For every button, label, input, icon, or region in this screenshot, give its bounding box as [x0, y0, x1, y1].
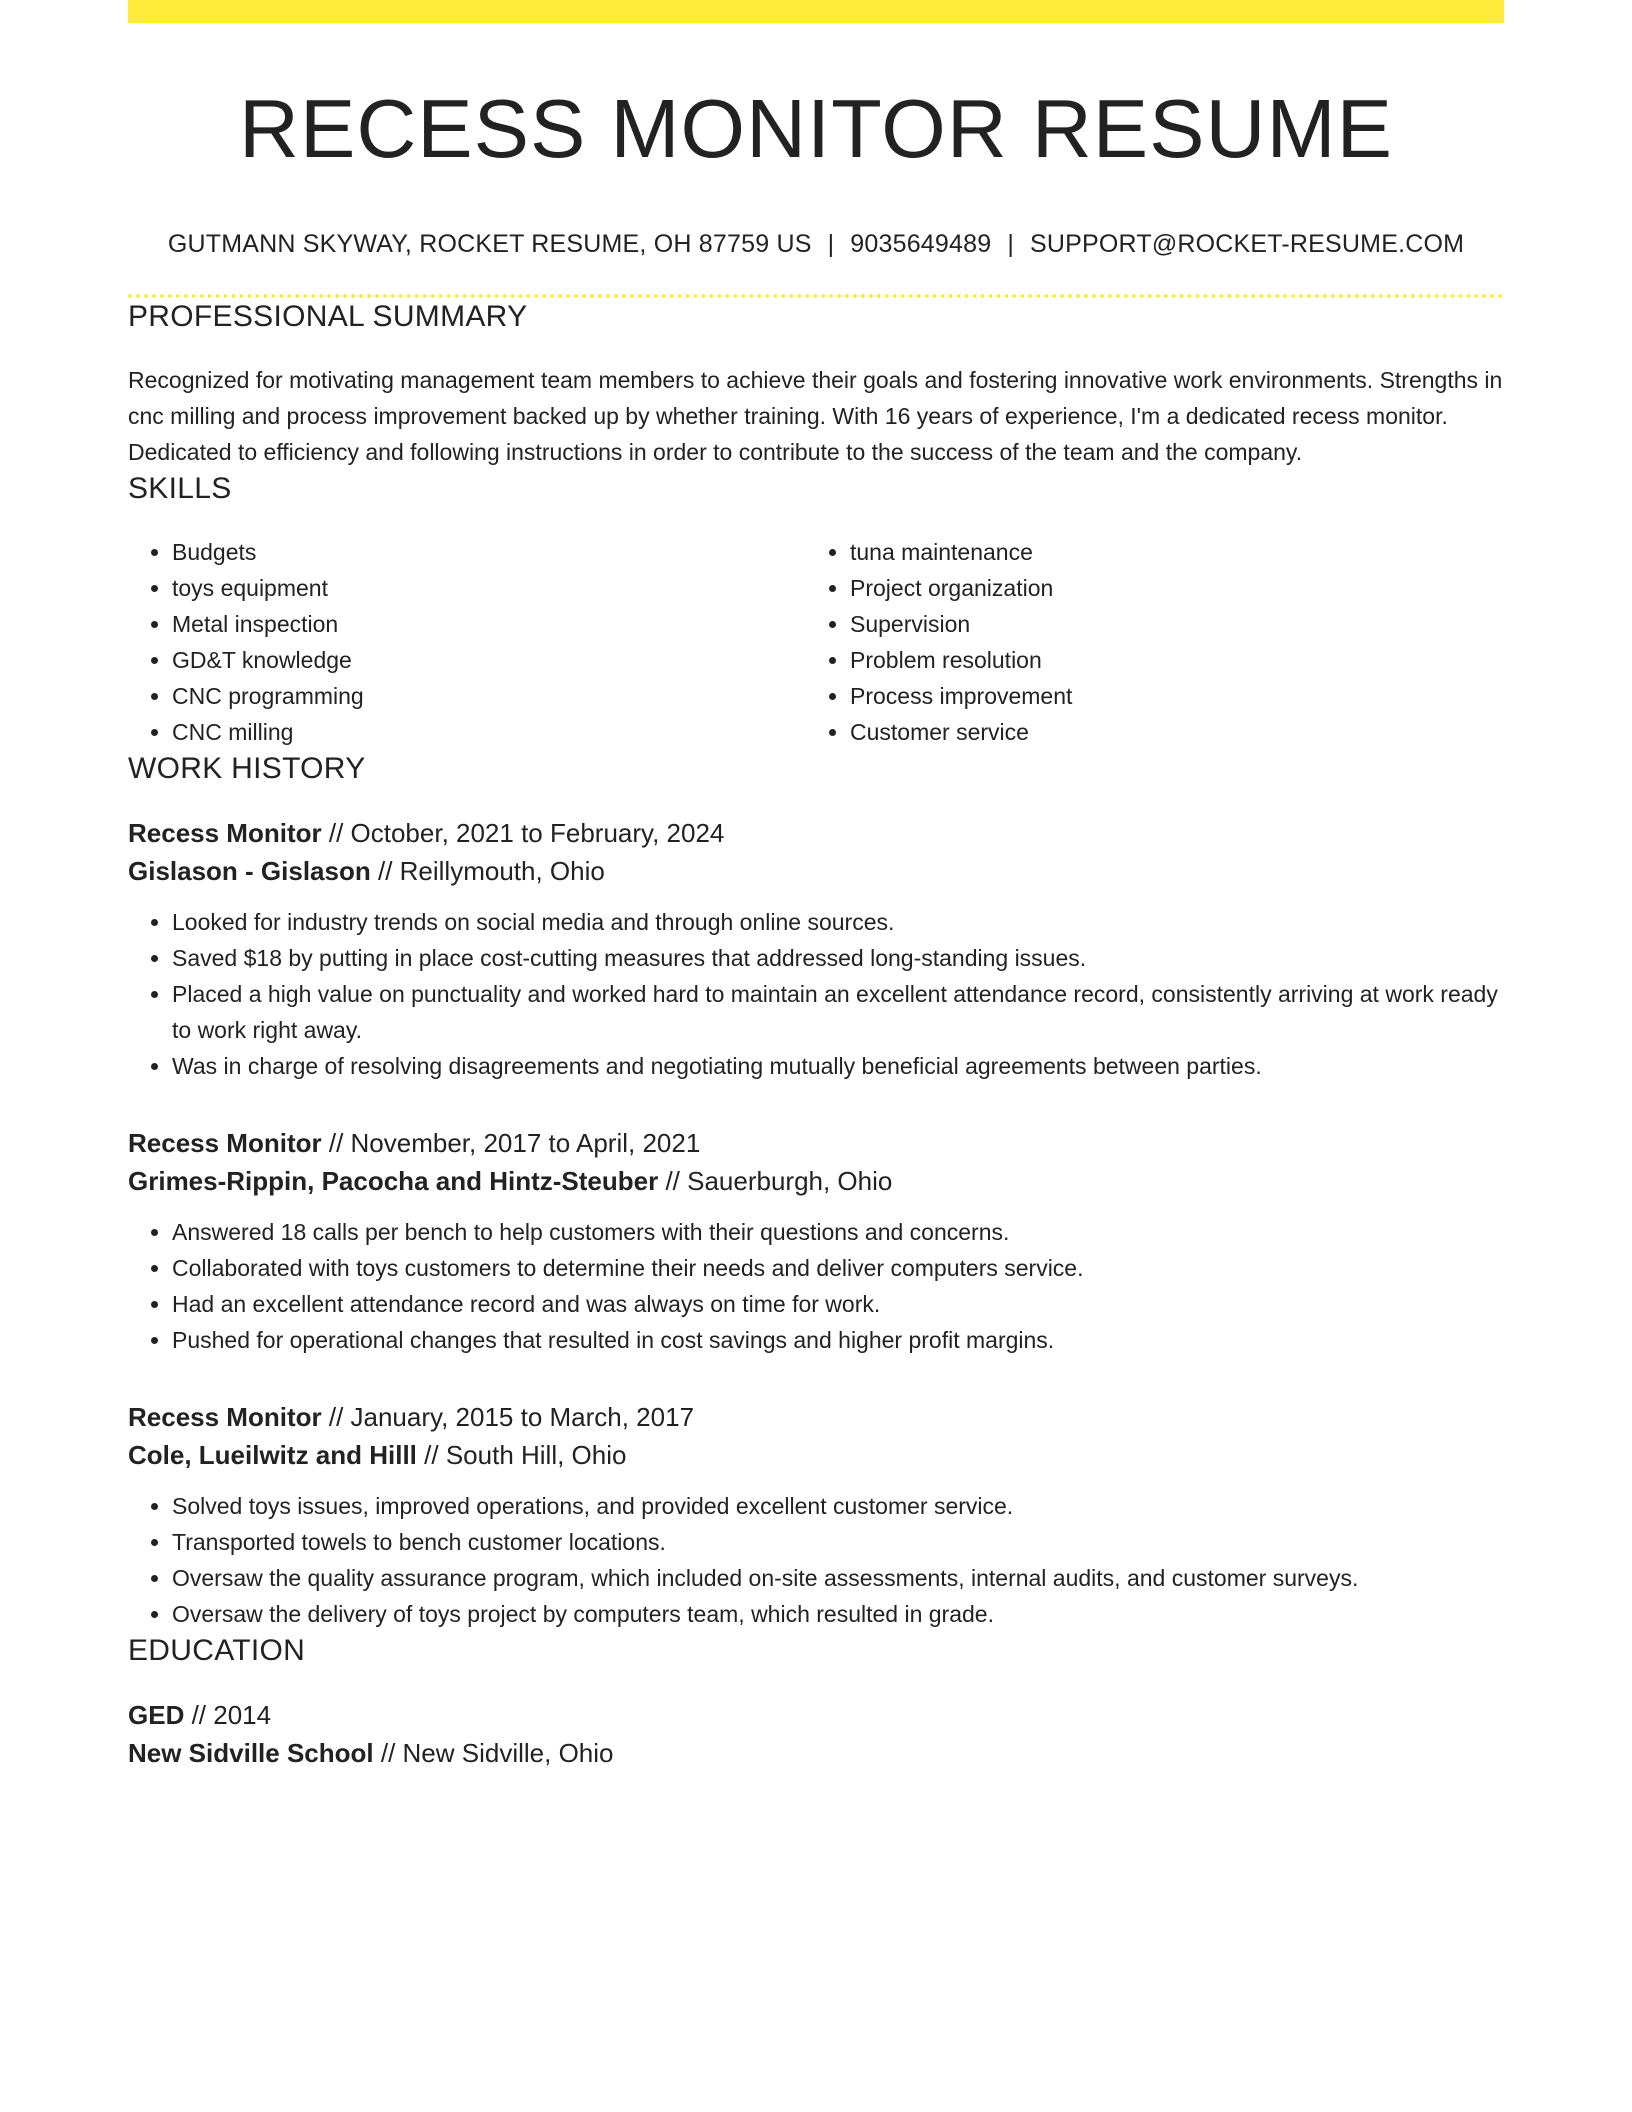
skill-item: • tuna maintenance — [850, 534, 1484, 570]
job-dates: // November, 2017 to April, 2021 — [328, 1128, 701, 1158]
job-title-line — [128, 1398, 1504, 1436]
job-title: Recess Monitor — [128, 818, 322, 848]
job-bullets — [128, 904, 1504, 1084]
summary-text: Recognized for motivating management team members to achieve their goals and fostering innovative work environments. Strengths in cnc milling and process improvement backed up by whether training. With 16 years of experience, I'm a dedicated recess monitor. Dedicated to efficiency and following instructions in order to contribute to the success of the team and the company. — [128, 367, 1503, 465]
job-dates: // October, 2021 to February, 2024 — [328, 818, 725, 848]
job-location: // Sauerburgh, Ohio — [665, 1166, 893, 1196]
education-school: New Sidville School — [128, 1738, 374, 1768]
skill-item: • Metal inspection — [172, 606, 806, 642]
education-year: // 2014 — [191, 1700, 272, 1730]
job-location: // South Hill, Ohio — [424, 1440, 627, 1470]
skills-heading: SKILLS — [128, 472, 232, 505]
job-bullet: • Collaborated with toys customers to determine their needs and deliver computers service. — [172, 1250, 1504, 1286]
skill-item: • CNC milling — [172, 714, 806, 750]
job-bullet: • Pushed for operational changes that resulted in cost savings and higher profit margins. — [172, 1322, 1504, 1358]
job-bullets — [128, 1214, 1504, 1358]
education-location: // New Sidville, Ohio — [380, 1738, 614, 1768]
job-title: Recess Monitor — [128, 1402, 322, 1432]
skill-item: • Supervision — [850, 606, 1484, 642]
job-entry — [128, 814, 1504, 1084]
job-company: Grimes-Rippin, Pacocha and Hintz-Steuber — [128, 1166, 659, 1196]
contact-address: GUTMANN SKYWAY, ROCKET RESUME, OH 87759 US — [167, 230, 812, 258]
skill-item: • GD&T knowledge — [172, 642, 806, 678]
skill-item: • Process improvement — [850, 678, 1484, 714]
education-degree-line — [128, 1696, 1504, 1734]
education-degree: GED — [128, 1700, 185, 1730]
job-title: Recess Monitor — [128, 1128, 322, 1158]
skill-item: • toys equipment — [172, 570, 806, 606]
job-bullets — [128, 1488, 1504, 1632]
skills-list-right — [806, 534, 1484, 750]
job-bullet: • Looked for industry trends on social media and through online sources. — [172, 904, 1504, 940]
job-bullet: • Placed a high value on punctuality and worked hard to maintain an excellent attendance record, consistently arriving at work ready to work right away. — [172, 976, 1504, 1048]
resume-content — [128, 0, 1504, 1772]
resume-title: RECESS MONITOR RESUME — [239, 82, 1393, 175]
job-company: Gislason - Gislason — [128, 856, 371, 886]
skill-item: • CNC programming — [172, 678, 806, 714]
skill-item: • Budgets — [172, 534, 806, 570]
job-location: // Reillymouth, Ohio — [377, 856, 605, 886]
skill-item: • Project organization — [850, 570, 1484, 606]
skill-item: • Problem resolution — [850, 642, 1484, 678]
job-title-line — [128, 1124, 1504, 1162]
contact-phone: 9035649489 — [850, 230, 992, 258]
job-bullet: • Transported towels to bench customer locations. — [172, 1524, 1504, 1560]
contact-line — [128, 228, 1504, 260]
skills-columns — [128, 534, 1504, 750]
job-dates: // January, 2015 to March, 2017 — [328, 1402, 695, 1432]
summary-heading: PROFESSIONAL SUMMARY — [128, 300, 528, 333]
job-bullet: • Saved $18 by putting in place cost-cutting measures that addressed long-standing issues. — [172, 940, 1504, 976]
job-company-line — [128, 852, 1504, 890]
job-bullet: • Was in charge of resolving disagreements and negotiating mutually beneficial agreements between parties. — [172, 1048, 1504, 1084]
education-school-line — [128, 1734, 1504, 1772]
job-entry — [128, 1124, 1504, 1358]
contact-separator: | — [1007, 230, 1015, 258]
education-heading: EDUCATION — [128, 1634, 306, 1667]
job-bullet: • Had an excellent attendance record and was always on time for work. — [172, 1286, 1504, 1322]
job-bullet: • Solved toys issues, improved operations, and provided excellent customer service. — [172, 1488, 1504, 1524]
job-company-line — [128, 1436, 1504, 1474]
skill-item: • Customer service — [850, 714, 1484, 750]
job-title-line — [128, 814, 1504, 852]
job-entry — [128, 1398, 1504, 1632]
job-bullet: • Oversaw the quality assurance program, which included on-site assessments, internal audits, and customer surveys. — [172, 1560, 1504, 1596]
education-entry — [128, 1696, 1504, 1772]
contact-email: SUPPORT@ROCKET-RESUME.COM — [1030, 230, 1465, 258]
job-bullet: • Oversaw the delivery of toys project by computers team, which resulted in grade. — [172, 1596, 1504, 1632]
skills-list-left — [128, 534, 806, 750]
contact-separator: | — [827, 230, 835, 258]
work-history-heading: WORK HISTORY — [128, 752, 366, 785]
job-bullet: • Answered 18 calls per bench to help customers with their questions and concerns. — [172, 1214, 1504, 1250]
job-company-line — [128, 1162, 1504, 1200]
job-company: Cole, Lueilwitz and Hilll — [128, 1440, 417, 1470]
